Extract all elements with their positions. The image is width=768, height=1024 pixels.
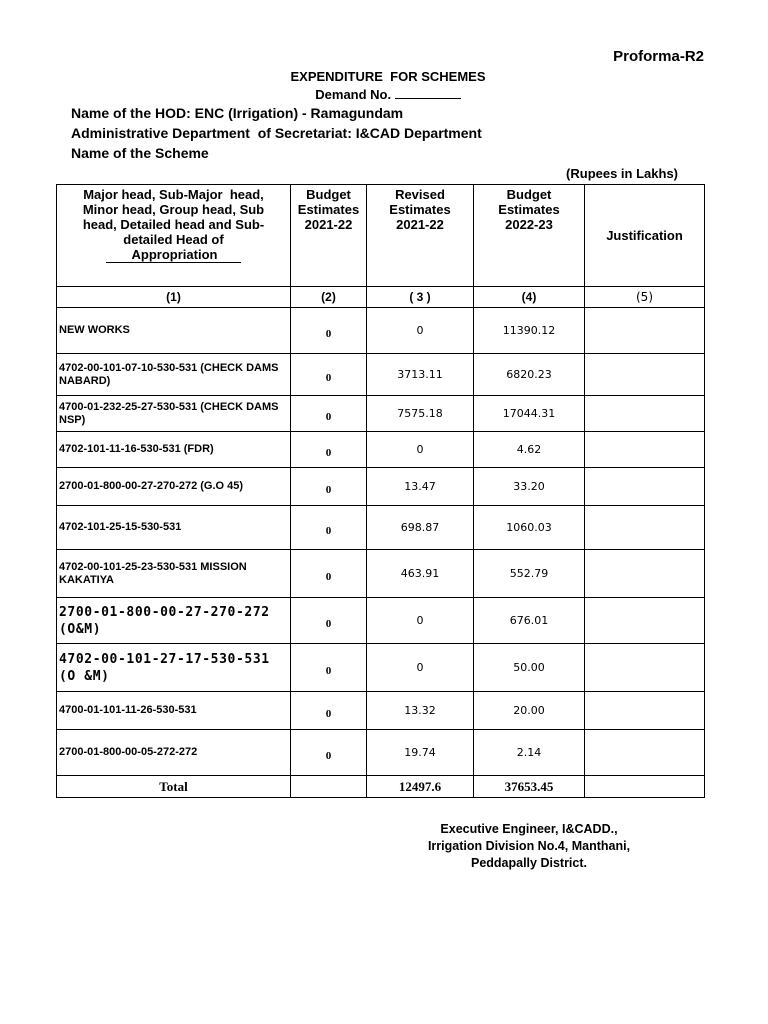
table-body bbox=[57, 308, 705, 776]
header-appropriation: Appropriation bbox=[106, 247, 242, 263]
re-2021-22-cell: 0 bbox=[367, 308, 474, 354]
justification-cell bbox=[585, 550, 705, 598]
head-of-account-cell: 4702-00-101-27-17-530-531 (O &M) bbox=[57, 644, 291, 692]
signature-block bbox=[0, 821, 768, 872]
column-number: (1) bbox=[57, 287, 291, 308]
re-2021-22-cell: 0 bbox=[367, 598, 474, 644]
head-of-account-cell: 4702-00-101-07-10-530-531 (CHECK DAMS NABARD) bbox=[57, 354, 291, 396]
be-2022-23-cell: 2.14 bbox=[474, 730, 585, 776]
proforma-label: Proforma-R2 bbox=[613, 48, 704, 65]
document-title: EXPENDITURE FOR SCHEMES bbox=[290, 69, 486, 84]
header-col2-line: Estimates bbox=[297, 202, 360, 217]
header-col1-line: Major head, Sub-Major head, bbox=[83, 187, 264, 202]
be-2021-22-cell: 0 bbox=[291, 308, 367, 354]
header-be-2021-22 bbox=[291, 185, 367, 287]
head-of-account-cell: 2700-01-800-00-27-270-272 (O&M) bbox=[57, 598, 291, 644]
table-row bbox=[57, 692, 705, 730]
head-of-account-cell: 4702-00-101-25-23-530-531 MISSION KAKATIYA bbox=[57, 550, 291, 598]
units-note: (Rupees in Lakhs) bbox=[566, 166, 678, 181]
be-2022-23-cell: 50.00 bbox=[474, 644, 585, 692]
be-2021-22-cell: 0 bbox=[291, 598, 367, 644]
table-row bbox=[57, 396, 705, 432]
be-2021-22-cell: 0 bbox=[291, 506, 367, 550]
total-label: Total bbox=[57, 776, 291, 798]
be-2022-23-cell: 1060.03 bbox=[474, 506, 585, 550]
total-row bbox=[57, 776, 705, 798]
be-2021-22-cell: 0 bbox=[291, 354, 367, 396]
head-of-account-cell: 4702-101-11-16-530-531 (FDR) bbox=[57, 432, 291, 468]
table-row bbox=[57, 506, 705, 550]
be-2022-23-cell: 4.62 bbox=[474, 432, 585, 468]
be-2021-22-cell: 0 bbox=[291, 468, 367, 506]
expenditure-table bbox=[56, 184, 705, 798]
header-be-2022-23 bbox=[474, 185, 585, 287]
total-be-2022-23: 37653.45 bbox=[474, 776, 585, 798]
header-re-2021-22 bbox=[367, 185, 474, 287]
header-col3-line: Revised bbox=[395, 187, 445, 202]
header-col4-line: 2022-23 bbox=[505, 217, 553, 232]
table-row bbox=[57, 644, 705, 692]
re-2021-22-cell: 0 bbox=[367, 432, 474, 468]
be-2021-22-cell: 0 bbox=[291, 692, 367, 730]
total-justification bbox=[585, 776, 705, 798]
be-2022-23-cell: 20.00 bbox=[474, 692, 585, 730]
header-col2-line: Budget bbox=[306, 187, 351, 202]
total-re-2021-22: 12497.6 bbox=[367, 776, 474, 798]
signature-line: Irrigation Division No.4, Manthani, bbox=[427, 839, 631, 853]
re-2021-22-cell: 13.32 bbox=[367, 692, 474, 730]
justification-cell bbox=[585, 598, 705, 644]
column-number: (5) bbox=[585, 287, 705, 308]
justification-cell bbox=[585, 692, 705, 730]
demand-blank bbox=[395, 87, 461, 99]
scheme-line: Name of the Scheme bbox=[71, 145, 209, 161]
header-col1-line: head, Detailed head and Sub- bbox=[82, 217, 265, 232]
be-2022-23-cell: 11390.12 bbox=[474, 308, 585, 354]
justification-cell bbox=[585, 644, 705, 692]
table-row bbox=[57, 354, 705, 396]
table-row bbox=[57, 432, 705, 468]
column-number: (2) bbox=[291, 287, 367, 308]
header-col3-line: Estimates bbox=[389, 202, 451, 217]
head-of-account-cell: 4700-01-232-25-27-530-531 (CHECK DAMS NSP) bbox=[57, 396, 291, 432]
head-of-account-cell: 2700-01-800-00-27-270-272 (G.O 45) bbox=[57, 468, 291, 506]
signature-line: Executive Engineer, I&CADD., bbox=[440, 822, 618, 836]
header-head-of-account bbox=[57, 185, 291, 287]
header-col4-line: Estimates bbox=[498, 202, 560, 217]
header-col3-line: 2021-22 bbox=[396, 217, 444, 232]
header-justification: Justification bbox=[585, 185, 705, 287]
re-2021-22-cell: 7575.18 bbox=[367, 396, 474, 432]
head-of-account-cell: 4702-101-25-15-530-531 bbox=[57, 506, 291, 550]
be-2022-23-cell: 552.79 bbox=[474, 550, 585, 598]
justification-cell bbox=[585, 396, 705, 432]
justification-cell bbox=[585, 730, 705, 776]
total-be-2021-22 bbox=[291, 776, 367, 798]
table-row bbox=[57, 730, 705, 776]
header-row bbox=[57, 185, 705, 287]
re-2021-22-cell: 698.87 bbox=[367, 506, 474, 550]
be-2022-23-cell: 6820.23 bbox=[474, 354, 585, 396]
head-of-account-cell: NEW WORKS bbox=[57, 308, 291, 354]
hod-line: Name of the HOD: ENC (Irrigation) - Ramagundam bbox=[71, 105, 404, 121]
re-2021-22-cell: 13.47 bbox=[367, 468, 474, 506]
header-col4-line: Budget bbox=[506, 187, 552, 202]
column-number: ( 3 ) bbox=[367, 287, 474, 308]
table-row bbox=[57, 308, 705, 354]
justification-cell bbox=[585, 354, 705, 396]
head-of-account-cell: 4700-01-101-11-26-530-531 bbox=[57, 692, 291, 730]
justification-cell bbox=[585, 506, 705, 550]
be-2021-22-cell: 0 bbox=[291, 730, 367, 776]
justification-cell bbox=[585, 468, 705, 506]
re-2021-22-cell: 3713.11 bbox=[367, 354, 474, 396]
be-2022-23-cell: 676.01 bbox=[474, 598, 585, 644]
demand-label: Demand No. bbox=[315, 87, 392, 102]
justification-cell bbox=[585, 432, 705, 468]
table-row bbox=[57, 550, 705, 598]
header-col2-line: 2021-22 bbox=[304, 217, 353, 232]
head-of-account-cell: 2700-01-800-00-05-272-272 bbox=[57, 730, 291, 776]
re-2021-22-cell: 463.91 bbox=[367, 550, 474, 598]
demand-number bbox=[0, 87, 768, 102]
justification-cell bbox=[585, 308, 705, 354]
be-2021-22-cell: 0 bbox=[291, 396, 367, 432]
be-2022-23-cell: 33.20 bbox=[474, 468, 585, 506]
table-row bbox=[57, 598, 705, 644]
be-2021-22-cell: 0 bbox=[291, 644, 367, 692]
column-number-row bbox=[57, 287, 705, 308]
signature-line: Peddapally District. bbox=[470, 856, 587, 870]
column-number: (4) bbox=[474, 287, 585, 308]
re-2021-22-cell: 0 bbox=[367, 644, 474, 692]
table-row bbox=[57, 468, 705, 506]
be-2022-23-cell: 17044.31 bbox=[474, 396, 585, 432]
re-2021-22-cell: 19.74 bbox=[367, 730, 474, 776]
be-2021-22-cell: 0 bbox=[291, 550, 367, 598]
header-col1-line: Minor head, Group head, Sub bbox=[82, 202, 265, 217]
header-col1-line: detailed Head of bbox=[123, 232, 224, 247]
admin-department-line: Administrative Department of Secretariat: I&CAD Department bbox=[71, 125, 482, 141]
be-2021-22-cell: 0 bbox=[291, 432, 367, 468]
